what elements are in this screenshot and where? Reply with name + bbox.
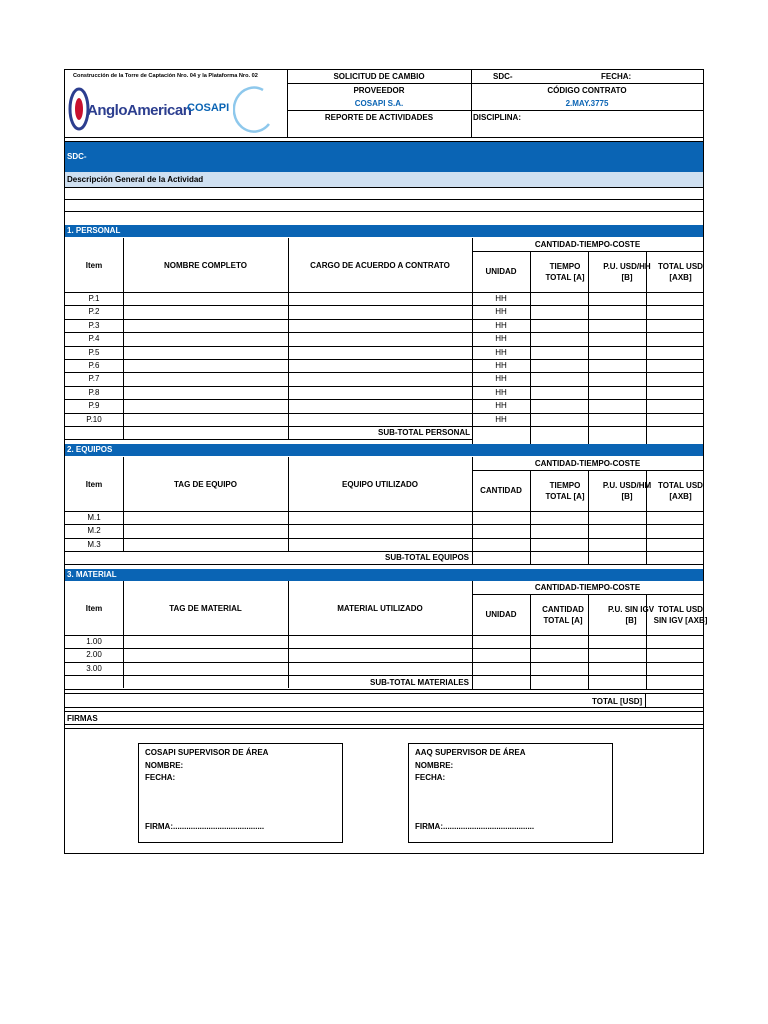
material-group-header: CANTIDAD-TIEMPO-COSTE (534, 583, 641, 592)
cosapi-signature-box[interactable] (138, 743, 343, 843)
cosapi-fecha-label: FECHA: (145, 773, 176, 782)
cosapi-signature-title: COSAPI SUPERVISOR DE ÁREA (145, 748, 269, 757)
material-col-unidad: UNIDAD (485, 610, 517, 619)
material-col-used: MATERIAL UTILIZADO (337, 603, 423, 613)
equipos-col-cantidad: CANTIDAD (480, 486, 522, 495)
personal-row[interactable] (65, 346, 703, 359)
material-row[interactable] (65, 635, 703, 648)
section-equipos: 2. EQUIPOS (65, 444, 703, 456)
material-col-pu: P.U. SIN IGV [B] (607, 604, 655, 625)
personal-unit: HH (495, 294, 507, 303)
descripcion-field[interactable] (65, 188, 703, 224)
personal-row[interactable] (65, 359, 703, 372)
disciplina-label: DISCIPLINA: (473, 113, 521, 122)
personal-col-total: TOTAL USD [AXB] (658, 261, 703, 282)
aaq-firma-line[interactable]: FIRMA:......................................... (415, 822, 535, 831)
aaq-fecha-label: FECHA: (415, 773, 446, 782)
cosapi-wordmark: COSAPI (187, 102, 230, 114)
project-title: Construcción de la Torre de Captación Nro. 04 y la Plataforma Nro. 02 (73, 73, 258, 79)
equipos-group-header: CANTIDAD-TIEMPO-COSTE (534, 459, 641, 468)
equipos-col-used: EQUIPO UTILIZADO (342, 479, 418, 489)
personal-unit: HH (495, 347, 507, 357)
fecha-header-label: FECHA: (601, 72, 632, 81)
personal-item-id: P.1 (88, 294, 100, 303)
equipos-row[interactable] (65, 538, 703, 551)
anglo-american-wordmark: AngloAmerican (87, 102, 192, 119)
sdc-header-label: SDC- (493, 72, 513, 81)
personal-item-id: P.3 (88, 320, 100, 330)
aaq-signature-title: AAQ SUPERVISOR DE ÁREA (415, 748, 526, 757)
firmas-title: FIRMAS (67, 714, 98, 723)
equipos-col-item: Item (85, 479, 103, 489)
section-material: 3. MATERIAL (65, 569, 703, 581)
total-usd-field[interactable] (646, 694, 703, 707)
aaq-signature-box[interactable] (408, 743, 613, 843)
cosapi-arc-icon (233, 84, 273, 136)
personal-unit: HH (495, 361, 507, 370)
personal-item-id: P.9 (88, 401, 100, 411)
material-row-divider (65, 675, 703, 676)
report-sheet (64, 69, 708, 854)
personal-unit: HH (495, 320, 507, 330)
material-item-id: 2.00 (86, 650, 102, 660)
equipos-col-tiempo: TIEMPO TOTAL [A] (545, 480, 585, 501)
material-item-id: 1.00 (86, 637, 102, 646)
codigo-contrato-label: CÓDIGO CONTRATO (547, 85, 627, 95)
personal-item-id: P.4 (88, 334, 100, 344)
subtotal-equipos-label: SUB-TOTAL EQUIPOS (385, 553, 470, 562)
personal-item-id: P.10 (86, 414, 102, 424)
personal-item-id: P.7 (88, 374, 100, 384)
personal-col-pu: P.U. USD/HH [B] (603, 261, 651, 282)
personal-col-cargo: CARGO DE ACUERDO A CONTRATO (310, 260, 450, 270)
material-row[interactable] (65, 648, 703, 661)
personal-unit: HH (495, 387, 507, 397)
personal-group-header: CANTIDAD-TIEMPO-COSTE (534, 240, 641, 249)
personal-unit: HH (495, 401, 507, 411)
proveedor-value: COSAPI S.A. (354, 99, 404, 108)
codigo-contrato-value: 2.MAY.3775 (565, 99, 609, 108)
cosapi-firma-line[interactable]: FIRMA:......................................... (145, 822, 265, 831)
equipos-col-tag: TAG DE EQUIPO (174, 479, 237, 489)
descripcion-band (65, 172, 703, 187)
personal-item-id: P.6 (88, 361, 100, 370)
personal-row-divider (65, 426, 703, 427)
aaq-nombre-label: NOMBRE: (415, 761, 454, 770)
personal-unit: HH (495, 307, 507, 317)
personal-row[interactable] (65, 386, 703, 399)
personal-row[interactable] (65, 372, 703, 385)
equipos-item-id: M.2 (87, 526, 101, 536)
personal-col-tiempo: TIEMPO TOTAL [A] (545, 261, 585, 282)
personal-row[interactable] (65, 399, 703, 412)
descripcion-label: Descripción General de la Actividad (67, 175, 204, 184)
reporte-label: REPORTE DE ACTIVIDADES (324, 112, 434, 122)
equipos-row[interactable] (65, 511, 703, 524)
subtotal-materiales-label: SUB-TOTAL MATERIALES (370, 678, 469, 687)
personal-item-id: P.5 (88, 347, 100, 357)
personal-unit: HH (495, 334, 507, 344)
sdc-band (65, 142, 703, 172)
material-col-item: Item (85, 603, 103, 613)
personal-row[interactable] (65, 319, 703, 332)
material-col-cantidad: CANTIDAD TOTAL [A] (542, 604, 584, 625)
material-row[interactable] (65, 662, 703, 675)
proveedor-label: PROVEEDOR (353, 85, 405, 95)
personal-col-unidad: UNIDAD (485, 267, 517, 276)
personal-item-id: P.8 (88, 387, 100, 397)
material-item-id: 3.00 (86, 663, 102, 673)
equipos-item-id: M.1 (87, 513, 101, 522)
personal-unit: HH (495, 374, 507, 384)
personal-col-item: Item (85, 260, 103, 270)
personal-item-id: P.2 (88, 307, 100, 317)
equipos-row[interactable] (65, 524, 703, 537)
subtotal-personal-label: SUB-TOTAL PERSONAL (378, 428, 471, 437)
sdc-band-label: SDC- (67, 152, 87, 161)
material-col-total: TOTAL USD SIN IGV [AXB] (653, 604, 708, 625)
personal-row[interactable] (65, 292, 703, 305)
solicitud-label: SOLICITUD DE CAMBIO (333, 72, 425, 81)
anglo-american-logo (65, 82, 287, 138)
total-usd-label: TOTAL [USD] (592, 697, 643, 706)
personal-unit: HH (495, 414, 507, 424)
equipos-col-pu: P.U. USD/HM [B] (602, 480, 652, 501)
equipos-row-divider (65, 551, 703, 552)
equipos-item-id: M.3 (87, 539, 101, 549)
material-col-tag: TAG DE MATERIAL (169, 603, 242, 613)
equipos-col-total: TOTAL USD [AXB] (658, 480, 703, 501)
personal-row[interactable] (65, 413, 703, 426)
section-personal: 1. PERSONAL (65, 225, 703, 237)
personal-row[interactable] (65, 305, 703, 318)
personal-col-name: NOMBRE COMPLETO (164, 260, 247, 270)
personal-row[interactable] (65, 332, 703, 345)
cosapi-nombre-label: NOMBRE: (145, 761, 184, 770)
